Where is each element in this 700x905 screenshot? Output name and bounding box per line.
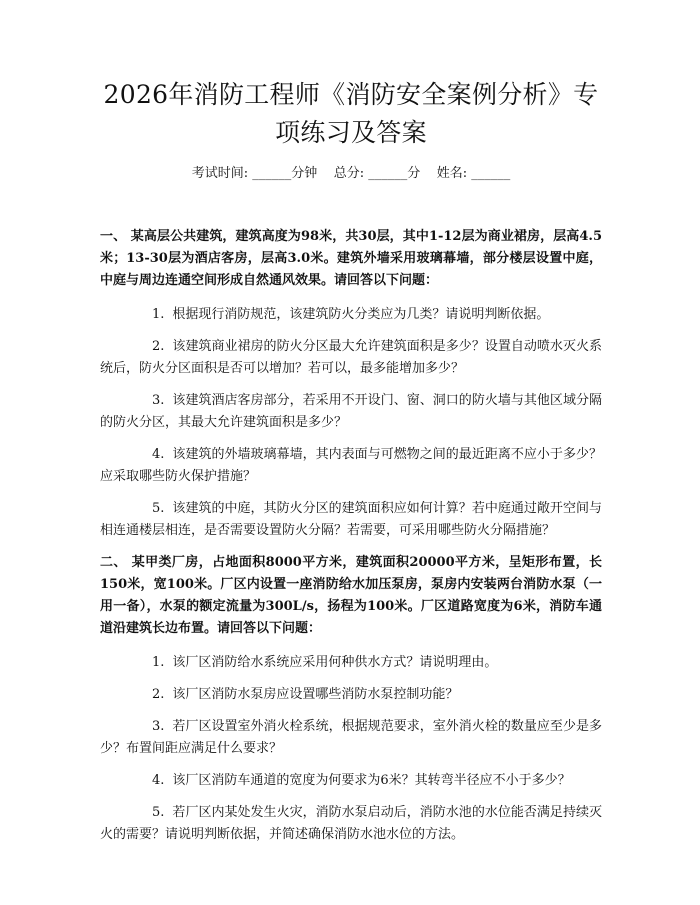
question-text: 该厂区消防水泵房应设置哪些消防水泵控制功能？ (172, 687, 459, 702)
question-number: 3. (152, 393, 165, 408)
question-number: 5. (152, 805, 165, 820)
question-text: 根据现行消防规范，该建筑防火分类应为几类？请说明判断依据。 (172, 307, 550, 322)
question-item (100, 336, 602, 380)
question-number: 2. (152, 339, 165, 354)
question-number: 3. (152, 719, 165, 734)
question-number: 1. (152, 307, 165, 322)
section-1 (100, 226, 602, 542)
question-item (100, 684, 602, 706)
question-item (100, 444, 602, 488)
question-item (100, 652, 602, 674)
page-title (100, 76, 602, 152)
question-item (100, 802, 602, 846)
exam-meta: 考试时间: ______分钟 总分: ______分 姓名: ______ (191, 166, 511, 181)
section-heading: 二、 某甲类厂房，占地面积8000平方米，建筑面积20000平方米，呈矩形布置，长150米，宽100米。厂区内设置一座消防给水加压泵房，泵房内安装两台消防水泵（一用一备），水泵的额定流量为300L/s，扬程为100米。厂区道路宽度为6米，消防车通道沿建筑长边布置。请回答以下问题： (100, 555, 602, 636)
question-number: 4. (152, 447, 165, 462)
question-item (100, 716, 602, 760)
section-heading: 一、 某高层公共建筑，建筑高度为98米，共30层，其中1-12层为商业裙房，层高4.5米；13-30层为酒店客房，层高3.0米。建筑外墙采用玻璃幕墙，部分楼层设置中庭，中庭与周边连通空间形成自然通风效果。请回答以下问题： (100, 229, 602, 288)
question-text: 若厂区设置室外消火栓系统，根据规范要求，室外消火栓的数量应至少是多少？布置间距应满足什么要求？ (100, 719, 602, 756)
question-text: 该厂区消防车通道的宽度为何要求为6米？其转弯半径应不小于多少？ (172, 773, 571, 788)
question-number: 4. (152, 773, 165, 788)
question-number: 1. (152, 655, 165, 670)
question-number: 2. (152, 687, 165, 702)
title-line-1: 2026年消防工程师《消防安全案例分析》专 (103, 80, 599, 109)
question-text: 该建筑的中庭，其防火分区的建筑面积应如何计算？若中庭通过敞开空间与相连通楼层相连，是否需要设置防火分隔？若需要，可采用哪些防火分隔措施？ (100, 501, 602, 538)
question-item (100, 498, 602, 542)
question-text: 该建筑的外墙玻璃幕墙，其内表面与可燃物之间的最近距离不应小于多少？应采取哪些防火保护措施？ (100, 447, 602, 484)
question-item (100, 770, 602, 792)
question-text: 该厂区消防给水系统应采用何种供水方式？请说明理由。 (172, 655, 498, 670)
question-item (100, 390, 602, 434)
question-text: 若厂区内某处发生火灾，消防水泵启动后，消防水池的水位能否满足持续灭火的需要？请说明判断依据，并简述确保消防水池水位的方法。 (100, 805, 602, 842)
question-item (100, 304, 602, 326)
section-2 (100, 552, 602, 846)
title-line-2: 项练习及答案 (275, 118, 427, 147)
question-number: 5. (152, 501, 165, 516)
question-text: 该建筑酒店客房部分，若采用不开设门、窗、洞口的防火墙与其他区域分隔的防火分区，其最大允许建筑面积是多少？ (100, 393, 602, 430)
question-text: 该建筑商业裙房的防火分区最大允许建筑面积是多少？设置自动喷水灭火系统后，防火分区面积是否可以增加？若可以，最多能增加多少？ (100, 339, 602, 376)
